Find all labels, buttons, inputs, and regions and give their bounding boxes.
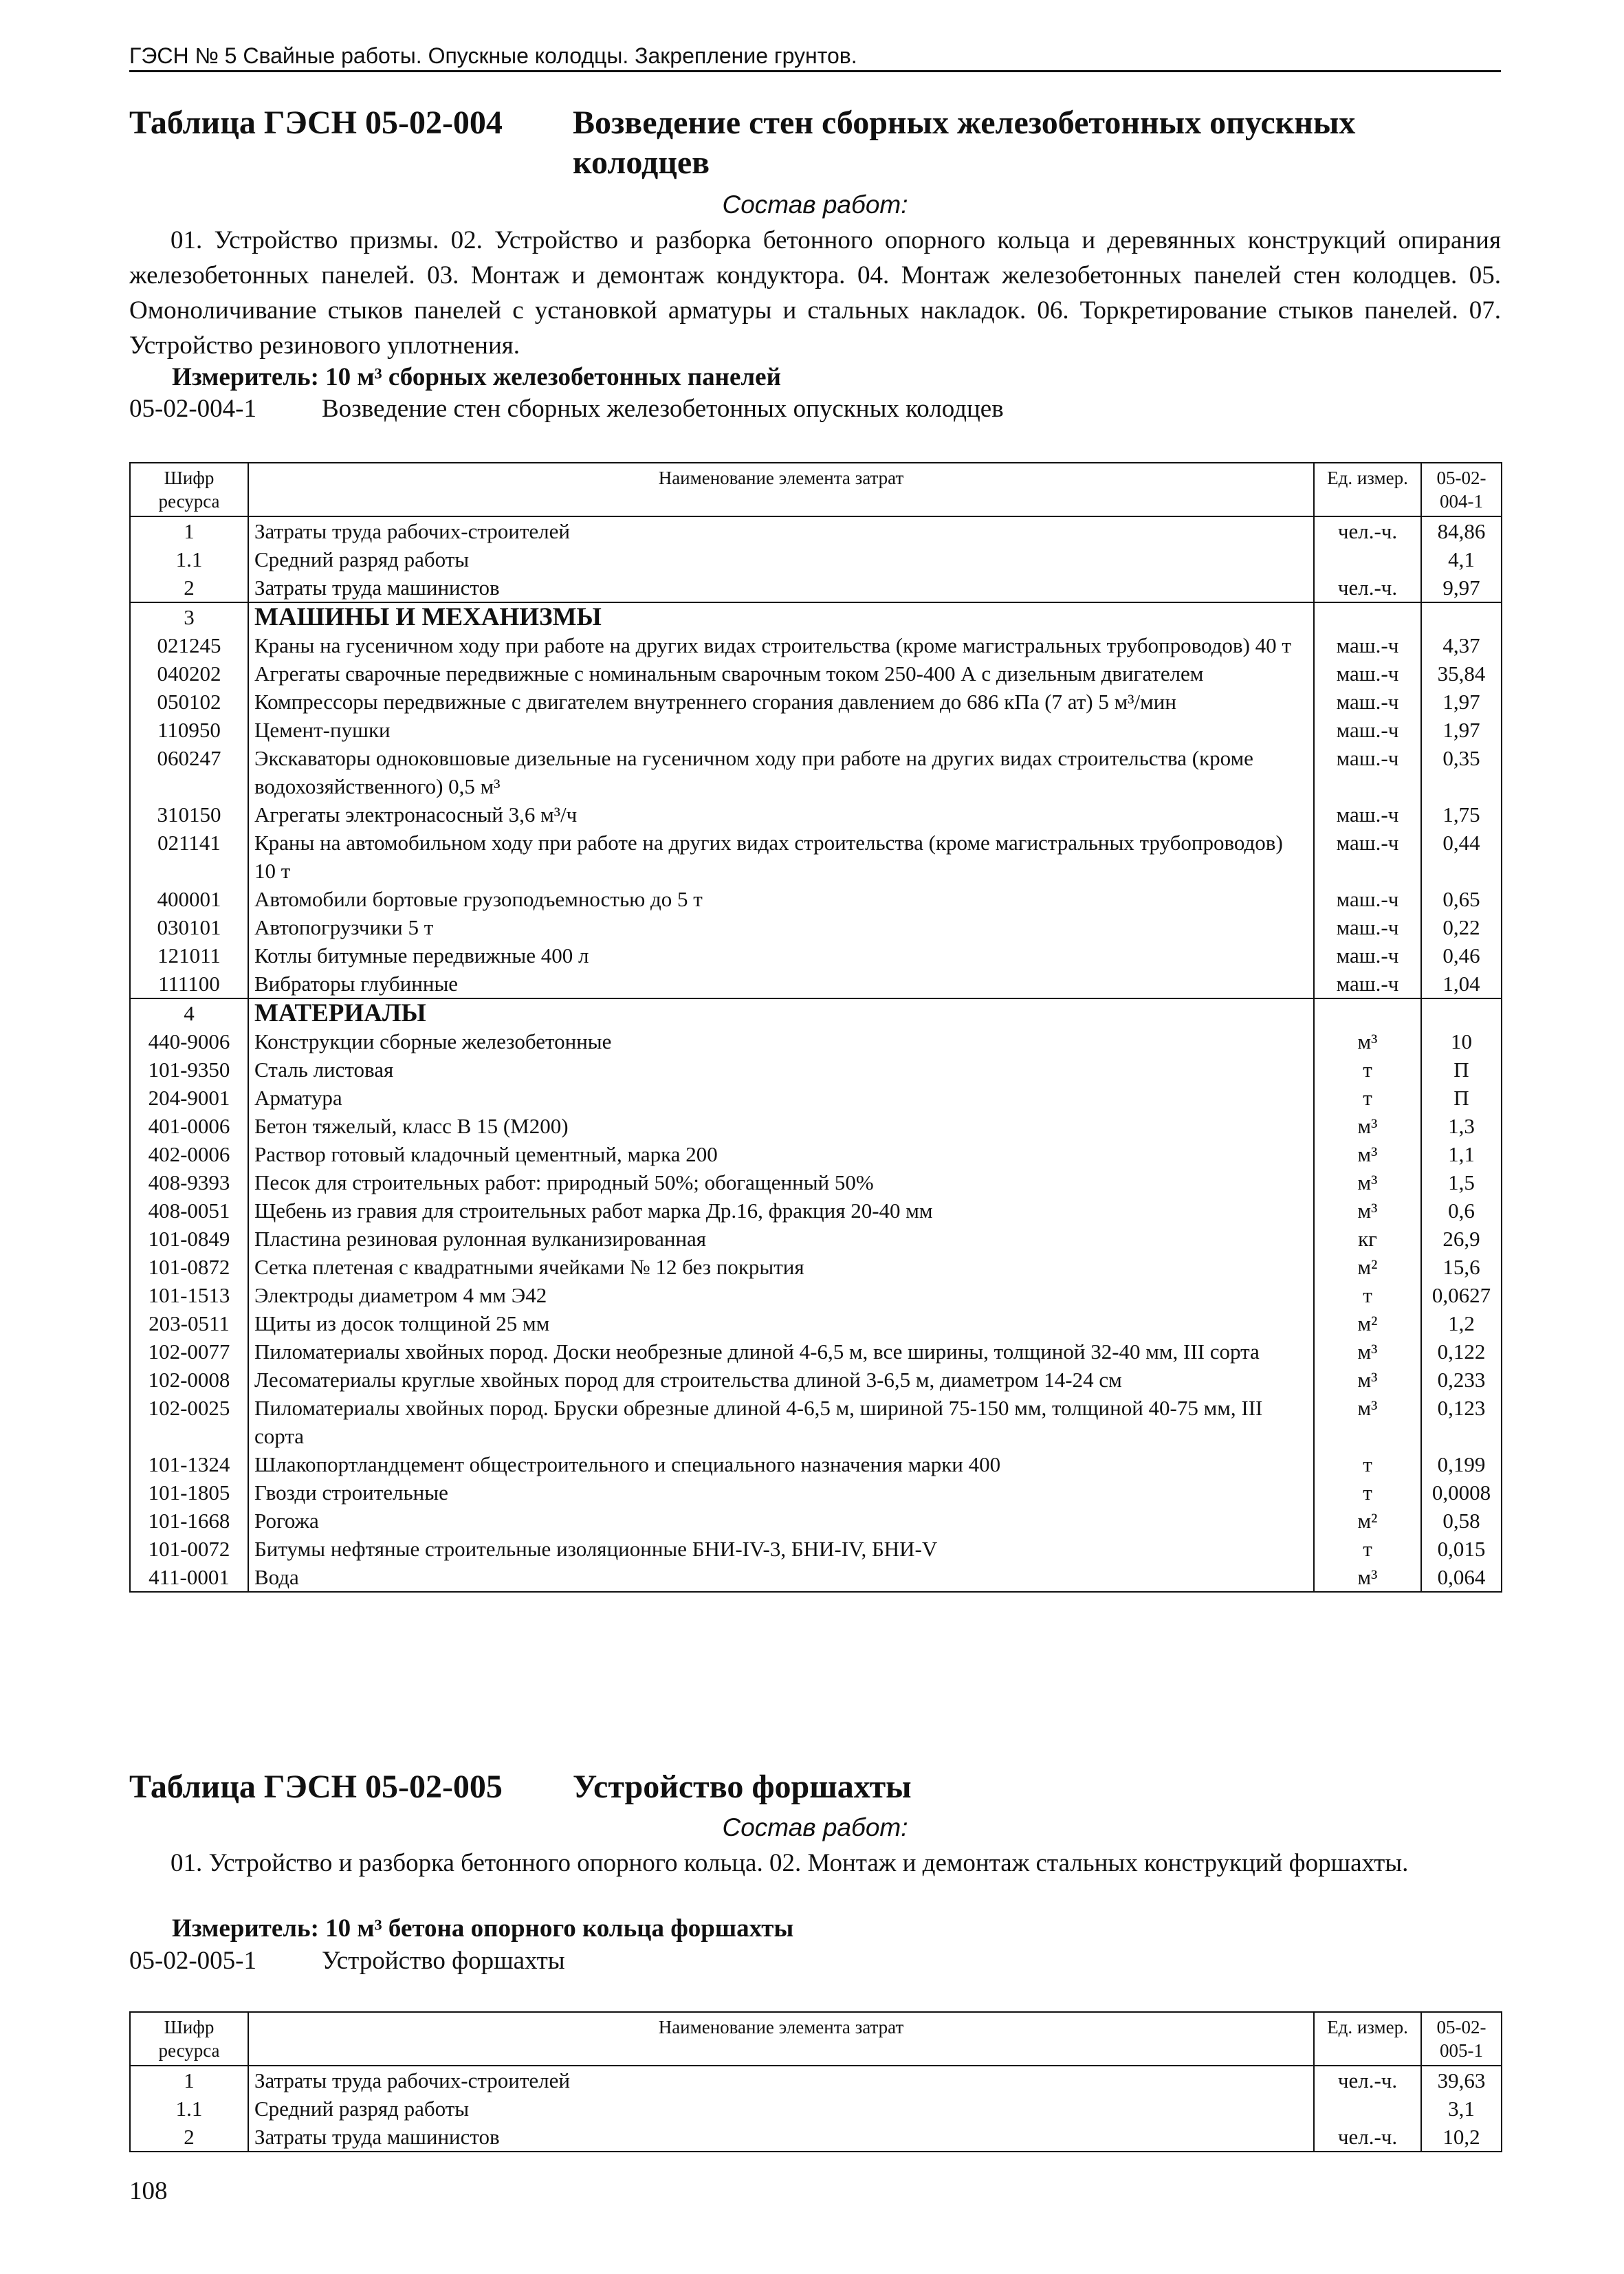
table-row bbox=[130, 1056, 1502, 1084]
unit-cell bbox=[1314, 2095, 1421, 2123]
value-cell: 0,233 bbox=[1421, 1366, 1502, 1394]
unit-cell: чел.-ч. bbox=[1314, 573, 1421, 602]
resource-code-cell: 101-1668 bbox=[130, 1507, 248, 1535]
resource-code-cell: 2 bbox=[130, 2123, 248, 2152]
resource-code-cell: 121011 bbox=[130, 941, 248, 970]
value-cell: 10,2 bbox=[1421, 2123, 1502, 2152]
resource-code-cell: 402-0006 bbox=[130, 1140, 248, 1168]
unit-cell: маш.-ч bbox=[1314, 688, 1421, 716]
value-cell: 4,1 bbox=[1421, 545, 1502, 573]
resource-code-cell: 101-1805 bbox=[130, 1478, 248, 1507]
value-cell: 0,0627 bbox=[1421, 1281, 1502, 1309]
unit-cell bbox=[1314, 998, 1421, 1027]
value-cell: 0,0008 bbox=[1421, 1478, 1502, 1507]
table-row bbox=[130, 913, 1502, 941]
resource-code-cell: 101-1324 bbox=[130, 1450, 248, 1478]
table-row bbox=[130, 2095, 1502, 2123]
unit-cell: маш.-ч bbox=[1314, 800, 1421, 829]
resource-name-cell: Пиломатериалы хвойных пород. Бруски обрезные длиной 4-6,5 м, шириной 75-150 мм, толщиной 40-75 мм, III сорта bbox=[248, 1394, 1314, 1450]
unit-cell: маш.-ч bbox=[1314, 913, 1421, 941]
resource-name-cell: Краны на автомобильном ходу при работе на других видах строительства (кроме магистральных трубопроводов) 10 т bbox=[248, 829, 1314, 885]
value-cell: 1,1 bbox=[1421, 1140, 1502, 1168]
resource-code-cell: 1.1 bbox=[130, 545, 248, 573]
resource-code-cell: 400001 bbox=[130, 885, 248, 913]
resource-name-cell: Средний разряд работы bbox=[248, 2095, 1314, 2123]
resource-code-cell: 021141 bbox=[130, 829, 248, 885]
value-cell: 26,9 bbox=[1421, 1225, 1502, 1253]
unit-cell: т bbox=[1314, 1535, 1421, 1563]
table-row bbox=[130, 631, 1502, 659]
resource-name-cell: Конструкции сборные железобетонные bbox=[248, 1027, 1314, 1056]
resource-code-cell: 021245 bbox=[130, 631, 248, 659]
resource-code-cell: 102-0025 bbox=[130, 1394, 248, 1450]
resource-code-cell: 408-9393 bbox=[130, 1168, 248, 1196]
table1-number: Таблица ГЭСН 05-02-004 bbox=[129, 105, 503, 141]
resource-code-cell: 111100 bbox=[130, 970, 248, 998]
resource-code-cell: 102-0008 bbox=[130, 1366, 248, 1394]
table2-norm-name: Устройство форшахты bbox=[322, 1947, 565, 1975]
header-value: 05-02-004-1 bbox=[1421, 463, 1502, 516]
table-row bbox=[130, 1337, 1502, 1366]
resource-code-cell: 310150 bbox=[130, 800, 248, 829]
value-cell: 0,44 bbox=[1421, 829, 1502, 885]
resource-code-cell: 102-0077 bbox=[130, 1337, 248, 1366]
value-cell: 0,46 bbox=[1421, 941, 1502, 970]
table-row bbox=[130, 829, 1502, 885]
table-row bbox=[130, 1225, 1502, 1253]
table-row bbox=[130, 800, 1502, 829]
unit-cell: т bbox=[1314, 1478, 1421, 1507]
resource-name-cell: Пластина резиновая рулонная вулканизированная bbox=[248, 1225, 1314, 1253]
table-row bbox=[130, 516, 1502, 545]
resource-name-cell: Затраты труда машинистов bbox=[248, 573, 1314, 602]
resource-name-cell: Котлы битумные передвижные 400 л bbox=[248, 941, 1314, 970]
resource-name-cell: Бетон тяжелый, класс В 15 (М200) bbox=[248, 1112, 1314, 1140]
resource-name-cell: Автопогрузчики 5 т bbox=[248, 913, 1314, 941]
table1-body bbox=[130, 516, 1502, 1592]
resource-name-cell: Агрегаты сварочные передвижные с номинальным сварочным током 250-400 А с дизельным двигателем bbox=[248, 659, 1314, 688]
table-row bbox=[130, 1168, 1502, 1196]
resource-code-cell: 101-0072 bbox=[130, 1535, 248, 1563]
resource-name-cell: Затраты труда рабочих-строителей bbox=[248, 516, 1314, 545]
unit-cell: м³ bbox=[1314, 1337, 1421, 1366]
resource-code-cell: 050102 bbox=[130, 688, 248, 716]
table-row bbox=[130, 659, 1502, 688]
value-cell: 1,2 bbox=[1421, 1309, 1502, 1337]
unit-cell: т bbox=[1314, 1450, 1421, 1478]
table1-title: Возведение стен сборных железобетонных опускных колодцев bbox=[573, 105, 1356, 181]
unit-cell: чел.-ч. bbox=[1314, 2123, 1421, 2152]
unit-cell: маш.-ч bbox=[1314, 631, 1421, 659]
table-row bbox=[130, 688, 1502, 716]
table2-norm-code: 05-02-005-1 bbox=[129, 1947, 256, 1975]
resource-name-cell: Раствор готовый кладочный цементный, марка 200 bbox=[248, 1140, 1314, 1168]
table2-title: Устройство форшахты bbox=[573, 1769, 912, 1805]
resource-name-cell: Рогожа bbox=[248, 1507, 1314, 1535]
value-cell: 0,123 bbox=[1421, 1394, 1502, 1450]
resource-name-cell: МАТЕРИАЛЫ bbox=[248, 998, 1314, 1027]
table-row bbox=[130, 885, 1502, 913]
table2-costs bbox=[129, 2011, 1502, 2152]
value-cell: 0,015 bbox=[1421, 1535, 1502, 1563]
resource-code-cell: 3 bbox=[130, 602, 248, 631]
resource-name-cell: Лесоматериалы круглые хвойных пород для строительства длиной 3-6,5 м, диаметром 14-24 см bbox=[248, 1366, 1314, 1394]
value-cell: 9,97 bbox=[1421, 573, 1502, 602]
table-row bbox=[130, 1140, 1502, 1168]
value-cell: 1,97 bbox=[1421, 716, 1502, 744]
resource-name-cell: Экскаваторы одноковшовые дизельные на гусеничном ходу при работе на других видах строительства (кроме водохозяйственного) 0,5 м³ bbox=[248, 744, 1314, 800]
section-row bbox=[130, 602, 1502, 631]
table2-number: Таблица ГЭСН 05-02-005 bbox=[129, 1769, 503, 1805]
unit-cell: маш.-ч bbox=[1314, 744, 1421, 800]
value-cell: 0,35 bbox=[1421, 744, 1502, 800]
resource-name-cell: Агрегаты электронасосный 3,6 м³/ч bbox=[248, 800, 1314, 829]
resource-name-cell: Вода bbox=[248, 1563, 1314, 1592]
table-row bbox=[130, 1366, 1502, 1394]
table1-measure: Измеритель: 10 м³ сборных железобетонных панелей bbox=[172, 363, 781, 391]
table-row bbox=[130, 970, 1502, 998]
resource-code-cell: 030101 bbox=[130, 913, 248, 941]
unit-cell bbox=[1314, 602, 1421, 631]
table-row bbox=[130, 1394, 1502, 1450]
unit-cell: м² bbox=[1314, 1309, 1421, 1337]
unit-cell: м³ bbox=[1314, 1196, 1421, 1225]
value-cell: 0,58 bbox=[1421, 1507, 1502, 1535]
table-row bbox=[130, 1196, 1502, 1225]
value-cell: 1,97 bbox=[1421, 688, 1502, 716]
unit-cell: кг bbox=[1314, 1225, 1421, 1253]
table1-norm-name: Возведение стен сборных железобетонных опускных колодцев bbox=[322, 395, 1004, 423]
unit-cell: чел.-ч. bbox=[1314, 516, 1421, 545]
table1-composition: 01. Устройство призмы. 02. Устройство и разборка бетонного опорного кольца и деревянных конструкций опирания железобетонных панелей. 03. Монтаж и демонтаж кондуктора. 04. Монтаж железобетонных панелей стен колодцев. 05. Омоноличивание стыков панелей с установкой арматуры и стальных накладок. 06. Торкретирование стыков панелей. 07. Устройство резинового уплотнения. bbox=[129, 226, 1501, 360]
resource-name-cell: Арматура bbox=[248, 1084, 1314, 1112]
header-value: 05-02-005-1 bbox=[1421, 2012, 1502, 2066]
value-cell: 3,1 bbox=[1421, 2095, 1502, 2123]
resource-code-cell: 1 bbox=[130, 2066, 248, 2095]
resource-code-cell: 040202 bbox=[130, 659, 248, 688]
table2-body bbox=[130, 2066, 1502, 2152]
table-row bbox=[130, 1084, 1502, 1112]
unit-cell: м³ bbox=[1314, 1394, 1421, 1450]
resource-name-cell: Гвозди строительные bbox=[248, 1478, 1314, 1507]
resource-name-cell: Средний разряд работы bbox=[248, 545, 1314, 573]
page-number: 108 bbox=[129, 2177, 168, 2205]
resource-name-cell: Сталь листовая bbox=[248, 1056, 1314, 1084]
unit-cell: т bbox=[1314, 1084, 1421, 1112]
value-cell: П bbox=[1421, 1056, 1502, 1084]
resource-code-cell: 101-1513 bbox=[130, 1281, 248, 1309]
unit-cell: м² bbox=[1314, 1507, 1421, 1535]
resource-code-cell: 110950 bbox=[130, 716, 248, 744]
unit-cell bbox=[1314, 545, 1421, 573]
table2-composition: 01. Устройство и разборка бетонного опорного кольца. 02. Монтаж и демонтаж стальных конструкций форшахты. bbox=[171, 1849, 1409, 1877]
resource-name-cell: МАШИНЫ И МЕХАНИЗМЫ bbox=[248, 602, 1314, 631]
unit-cell: м³ bbox=[1314, 1140, 1421, 1168]
value-cell: 4,37 bbox=[1421, 631, 1502, 659]
resource-name-cell: Вибраторы глубинные bbox=[248, 970, 1314, 998]
resource-code-cell: 060247 bbox=[130, 744, 248, 800]
unit-cell: маш.-ч bbox=[1314, 970, 1421, 998]
table-row bbox=[130, 545, 1502, 573]
resource-code-cell: 203-0511 bbox=[130, 1309, 248, 1337]
table-row bbox=[130, 1507, 1502, 1535]
resource-code-cell: 101-9350 bbox=[130, 1056, 248, 1084]
value-cell bbox=[1421, 998, 1502, 1027]
table-row bbox=[130, 1253, 1502, 1281]
value-cell: 35,84 bbox=[1421, 659, 1502, 688]
table-row bbox=[130, 1309, 1502, 1337]
table-row bbox=[130, 716, 1502, 744]
resource-code-cell: 204-9001 bbox=[130, 1084, 248, 1112]
resource-name-cell: Затраты труда рабочих-строителей bbox=[248, 2066, 1314, 2095]
resource-code-cell: 1.1 bbox=[130, 2095, 248, 2123]
unit-cell: маш.-ч bbox=[1314, 659, 1421, 688]
table1-costs bbox=[129, 462, 1502, 1593]
table-row bbox=[130, 1450, 1502, 1478]
value-cell: 0,6 bbox=[1421, 1196, 1502, 1225]
unit-cell: чел.-ч. bbox=[1314, 2066, 1421, 2095]
table1-composition-label: Состав работ: bbox=[722, 190, 908, 219]
unit-cell: т bbox=[1314, 1281, 1421, 1309]
resource-name-cell: Компрессоры передвижные с двигателем внутреннего сгорания давлением до 686 кПа (7 ат) 5 м³/мин bbox=[248, 688, 1314, 716]
table1-norm-code: 05-02-004-1 bbox=[129, 395, 256, 423]
table1-norm-line bbox=[129, 394, 1004, 424]
value-cell: 1,75 bbox=[1421, 800, 1502, 829]
value-cell: 10 bbox=[1421, 1027, 1502, 1056]
header-name: Наименование элемента затрат bbox=[248, 463, 1314, 516]
value-cell: 1,5 bbox=[1421, 1168, 1502, 1196]
table2-measure: Измеритель: 10 м³ бетона опорного кольца форшахты bbox=[172, 1914, 794, 1943]
value-cell: П bbox=[1421, 1084, 1502, 1112]
table2-norm-line bbox=[129, 1946, 565, 1976]
resource-code-cell: 1 bbox=[130, 516, 248, 545]
table-row bbox=[130, 744, 1502, 800]
value-cell: 15,6 bbox=[1421, 1253, 1502, 1281]
value-cell: 0,65 bbox=[1421, 885, 1502, 913]
header-unit: Ед. измер. bbox=[1314, 2012, 1421, 2066]
unit-cell: м³ bbox=[1314, 1563, 1421, 1592]
unit-cell: м³ bbox=[1314, 1027, 1421, 1056]
resource-name-cell: Щиты из досок толщиной 25 мм bbox=[248, 1309, 1314, 1337]
table-row bbox=[130, 1027, 1502, 1056]
header-name: Наименование элемента затрат bbox=[248, 2012, 1314, 2066]
table-row bbox=[130, 1112, 1502, 1140]
resource-name-cell: Краны на гусеничном ходу при работе на других видах строительства (кроме магистральных трубопроводов) 40 т bbox=[248, 631, 1314, 659]
unit-cell: маш.-ч bbox=[1314, 716, 1421, 744]
resource-code-cell: 101-0849 bbox=[130, 1225, 248, 1253]
value-cell bbox=[1421, 602, 1502, 631]
unit-cell: т bbox=[1314, 1056, 1421, 1084]
unit-cell: маш.-ч bbox=[1314, 885, 1421, 913]
resource-code-cell: 440-9006 bbox=[130, 1027, 248, 1056]
resource-name-cell: Пиломатериалы хвойных пород. Доски необрезные длиной 4-6,5 м, все ширины, толщиной 32-40 мм, III сорта bbox=[248, 1337, 1314, 1366]
resource-name-cell: Автомобили бортовые грузоподъемностью до 5 т bbox=[248, 885, 1314, 913]
header-unit: Ед. измер. bbox=[1314, 463, 1421, 516]
running-header: ГЭСН № 5 Свайные работы. Опускные колодцы. Закрепление грунтов. bbox=[129, 43, 1501, 72]
resource-code-cell: 408-0051 bbox=[130, 1196, 248, 1225]
resource-name-cell: Шлакопортландцемент общестроительного и специального назначения марки 400 bbox=[248, 1450, 1314, 1478]
unit-cell: маш.-ч bbox=[1314, 829, 1421, 885]
table-row bbox=[130, 1563, 1502, 1592]
resource-code-cell: 411-0001 bbox=[130, 1563, 248, 1592]
resource-code-cell: 2 bbox=[130, 573, 248, 602]
table-row bbox=[130, 1535, 1502, 1563]
table-row bbox=[130, 1281, 1502, 1309]
unit-cell: м³ bbox=[1314, 1366, 1421, 1394]
table-row bbox=[130, 1478, 1502, 1507]
resource-code-cell: 101-0872 bbox=[130, 1253, 248, 1281]
unit-cell: м³ bbox=[1314, 1168, 1421, 1196]
value-cell: 39,63 bbox=[1421, 2066, 1502, 2095]
value-cell: 84,86 bbox=[1421, 516, 1502, 545]
resource-name-cell: Затраты труда машинистов bbox=[248, 2123, 1314, 2152]
value-cell: 0,064 bbox=[1421, 1563, 1502, 1592]
header-code: Шифр ресурса bbox=[130, 463, 248, 516]
table-row bbox=[130, 941, 1502, 970]
value-cell: 1,3 bbox=[1421, 1112, 1502, 1140]
value-cell: 0,199 bbox=[1421, 1450, 1502, 1478]
resource-name-cell: Электроды диаметром 4 мм Э42 bbox=[248, 1281, 1314, 1309]
table-row bbox=[130, 2123, 1502, 2152]
unit-cell: м² bbox=[1314, 1253, 1421, 1281]
header-code: Шифр ресурса bbox=[130, 2012, 248, 2066]
resource-name-cell: Цемент-пушки bbox=[248, 716, 1314, 744]
unit-cell: м³ bbox=[1314, 1112, 1421, 1140]
resource-code-cell: 4 bbox=[130, 998, 248, 1027]
table-row bbox=[130, 573, 1502, 602]
resource-name-cell: Битумы нефтяные строительные изоляционные БНИ-IV-3, БНИ-IV, БНИ-V bbox=[248, 1535, 1314, 1563]
resource-name-cell: Щебень из гравия для строительных работ марка Др.16, фракция 20-40 мм bbox=[248, 1196, 1314, 1225]
value-cell: 0,122 bbox=[1421, 1337, 1502, 1366]
unit-cell: маш.-ч bbox=[1314, 941, 1421, 970]
table-row bbox=[130, 2066, 1502, 2095]
section-row bbox=[130, 998, 1502, 1027]
resource-name-cell: Сетка плетеная с квадратными ячейками № 12 без покрытия bbox=[248, 1253, 1314, 1281]
table2-composition-label: Состав работ: bbox=[722, 1813, 908, 1841]
resource-name-cell: Песок для строительных работ: природный 50%; обогащенный 50% bbox=[248, 1168, 1314, 1196]
resource-code-cell: 401-0006 bbox=[130, 1112, 248, 1140]
value-cell: 1,04 bbox=[1421, 970, 1502, 998]
value-cell: 0,22 bbox=[1421, 913, 1502, 941]
